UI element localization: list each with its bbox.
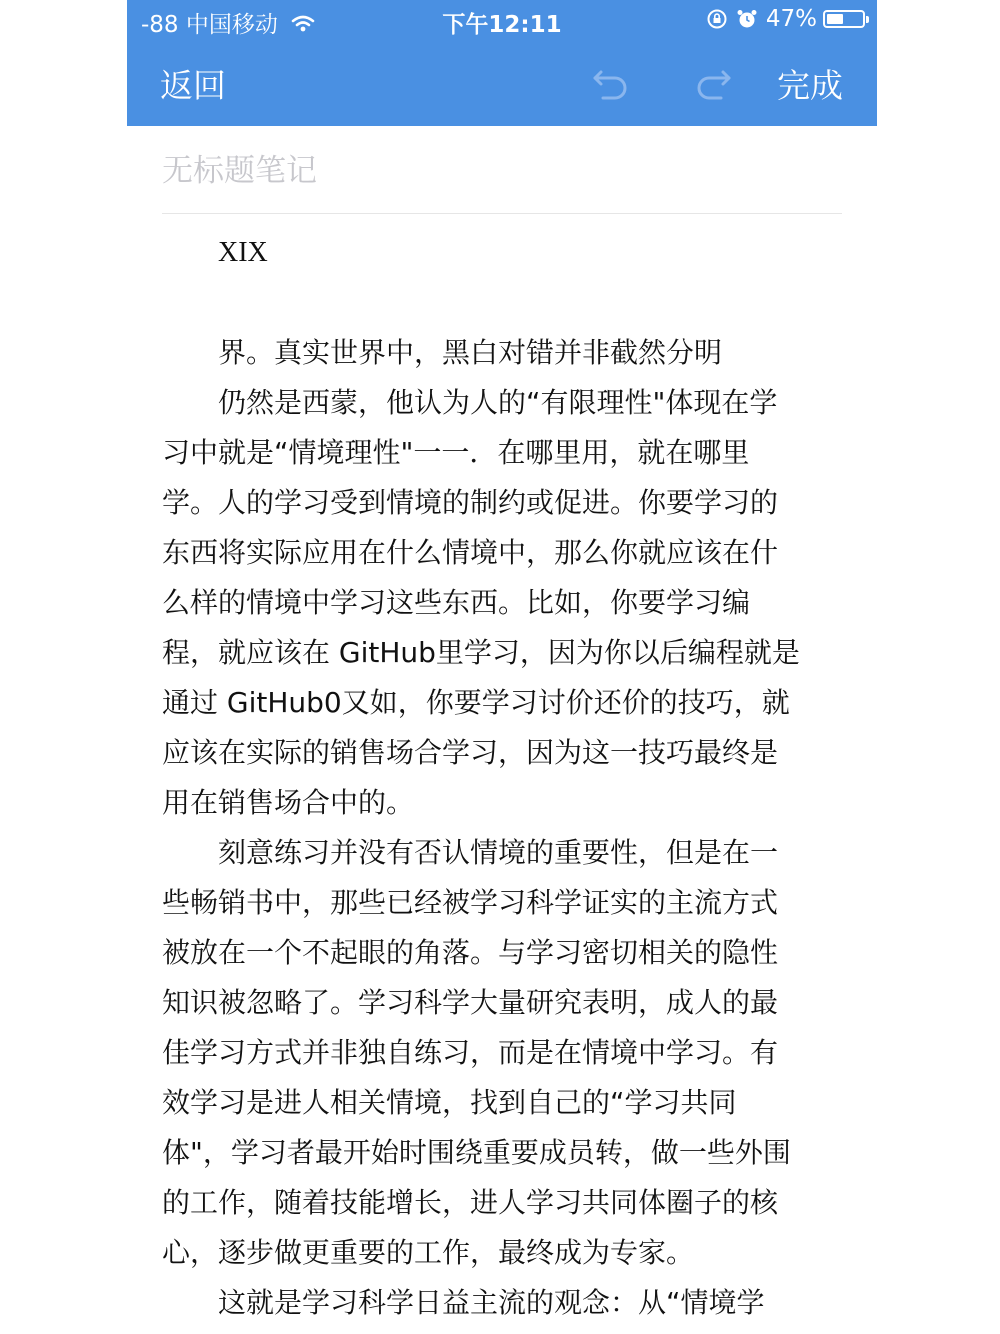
body-line: 的工作，随着技能增长，进人学习共同体圈子的核 (162, 1186, 779, 1219)
clock: 下午12:11 (442, 12, 562, 38)
body-line: 习中就是“情境理性"一一．在哪里用，就在哪里 (162, 436, 750, 469)
body-line: 被放在一个不起眼的角落。与学习密切相关的隐性 (162, 936, 779, 969)
nav-bar (127, 40, 877, 126)
body-line: 体"，学习者最开始时围绕重要成员转，做一些外围 (162, 1136, 791, 1169)
redo-icon (693, 62, 733, 102)
body-line: 用在销售场合中的。 (162, 786, 415, 819)
battery-level (827, 14, 843, 24)
note-body[interactable] (162, 228, 842, 1328)
body-line: 学。人的学习受到情境的制约或促进。你要学习的 (162, 486, 779, 519)
note-title-input[interactable] (162, 148, 842, 194)
battery-percent: 47% (765, 6, 817, 32)
status-bar (127, 0, 877, 40)
body-line: 刻意练习并没有否认情境的重要性，但是在一 (218, 836, 779, 869)
carrier-label: -88 中国移动 (141, 12, 278, 38)
body-line: 效学习是进人相关情境，找到自己的“学习共同 (162, 1086, 737, 1119)
back-button[interactable]: 返回 (160, 66, 226, 105)
undo-button[interactable] (591, 62, 631, 102)
body-line: 应该在实际的销售场合学习，因为这一技巧最终是 (162, 736, 779, 769)
body-line: 知识被忽略了。学习科学大量研究表明，成人的最 (162, 986, 779, 1019)
body-line: 心，逐步做更重要的工作，最终成为专家。 (162, 1236, 695, 1269)
body-line: 佳学习方式并非独自练习，而是在情境中学习。有 (162, 1036, 779, 1069)
battery-icon (823, 10, 865, 28)
body-line: 界。真实世界中，黑白对错并非截然分明 (218, 336, 723, 369)
body-line: 东西将实际应用在什么情境中，那么你就应该在什 (162, 536, 779, 569)
note-editor-screen (127, 0, 877, 1334)
body-line: 通过 GitHub0又如，你要学习讨价还价的技巧，就 (162, 686, 790, 719)
title-divider (162, 213, 842, 214)
body-line: 仍然是西蒙，他认为人的“有限理性"体现在学 (218, 386, 778, 419)
body-line (162, 278, 842, 328)
undo-icon (591, 62, 631, 102)
body-line: XIX (218, 237, 268, 268)
body-line: 么样的情境中学习这些东西。比如，你要学习编 (162, 586, 751, 619)
body-line: 程，就应该在 GitHub里学习，因为你以后编程就是 (162, 636, 800, 669)
body-line: 些畅销书中，那些已经被学习科学证实的主流方式 (162, 886, 779, 919)
status-right (698, 6, 865, 32)
redo-button[interactable] (693, 62, 733, 102)
body-line: 这就是学习科学日益主流的观念：从“情境学 (218, 1286, 765, 1319)
header (127, 0, 877, 126)
done-button[interactable]: 完成 (777, 66, 843, 105)
alarm-icon (736, 8, 758, 30)
rotation-lock-icon (706, 8, 728, 30)
